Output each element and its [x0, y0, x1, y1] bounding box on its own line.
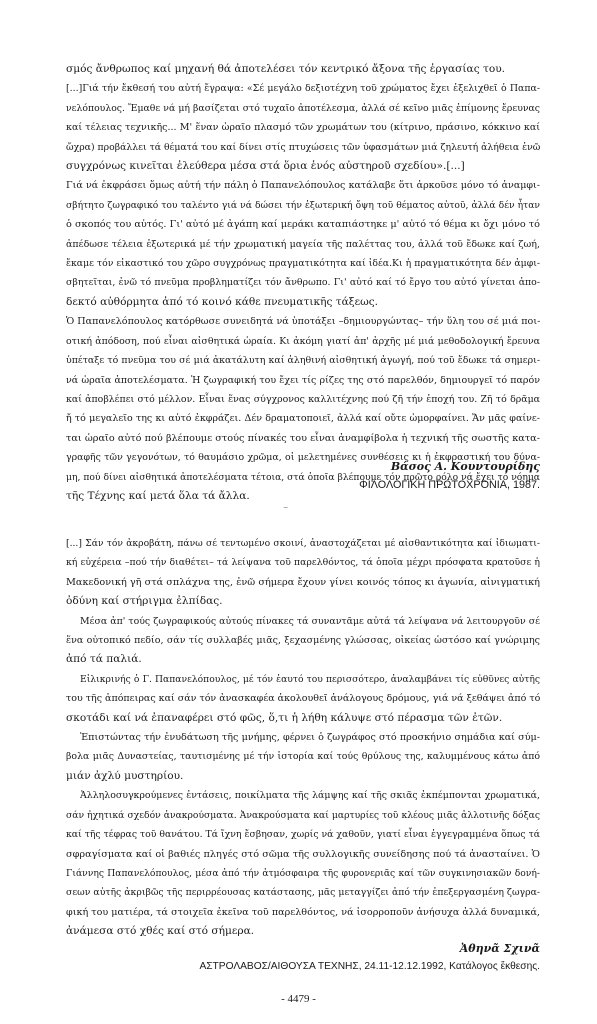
text-line: ἕνα οὐτοπικό πεδίο, σάν τίς συλλαβές μιᾶς, ξεχασμένης γλώσσας, οἰκείας ὡστόσο καί γνώριμης — [66, 635, 540, 647]
text-line: καί τῆς τέφρας τοῦ θανάτου. Τά ἴχνη ἔσβησαν, χωρίς νά χαθοῦν, γιατί εἶναι ἐγγεγραμμένα ὅπως τά — [66, 829, 540, 841]
text-line: σεων αὐτῆς ἀκριβῶς τῆς περιρρέουσας κατάστασης, μᾶς μεταγγίζει ἀπό τήν ἐπεξεργασμένη ζωγρα- — [66, 887, 540, 899]
text-line: κή εὐχέρεια –πού τήν διαθέτει– τά λείψανα τοῦ παρελθόντος, τά ὁποῖα μέχρι πρόσφατα κρατοῦσε ἡ — [66, 557, 540, 569]
article-2-source: ΑΣΤΡΟΛΑΒΟΣ/ΑΙΘΟΥΣΑ ΤΕΧΝΗΣ, 24.11-12.12.1992, Κατάλογος ἔκθεσης. — [199, 961, 540, 972]
text-line: συγχρόνως κινεῖται ἐλεύθερα μέσα στά ὅρια ἑνός αὐστηροῦ σχεδίου».[...] — [66, 160, 465, 173]
text-line: ὤχρα) προβάλλει τά θέματά του καί δίνει στίς πτυχώσεις τῶν ὑφασμάτων μιά ζηλευτή ἀλήθεια ἐνῶ — [66, 141, 540, 153]
text-line: βολα μιᾶς Δυναστείας, ταυτισμένης μέ τήν ἱστορία καί τούς θρύλους της, καλυμμένους κάτω ἀπό — [66, 751, 540, 763]
text-line: σφραγίσματα καί οἱ βαθιές πληγές στό σῶμα τῆς συλλογικῆς συνείδησης πού τά ἀνασταίνει. Ὁ — [66, 848, 540, 860]
page-number: - 4479 - — [281, 993, 316, 1005]
section-separator: ⁻ — [283, 505, 289, 516]
text-line: [...] Σάν τόν ἀκροβάτη, πάνω σέ τεντωμένο σκοινί, ἀναστοχάζεται μέ αἰσθαντικότητα καί ἰδιωματι- — [66, 538, 540, 549]
text-line: σβητεῖται, ἐνῶ τό πνεῦμα προβληματίζει τόν ἄνθρωπο. Γι' αὐτό καί τό ἔργο του αὐτό γίνεται ἀπο- — [66, 277, 540, 289]
article-1-text — [66, 60, 540, 506]
text-line: σβήτητο ζωγραφικό του ταλέντο γιά νά δώσει τήν ἐξωτερική ὄψη τοῦ θέματος αὐτοῦ, ἀλλά δέν ἦταν — [66, 199, 540, 211]
text-line: μη, πού δίνει αἰσθητικά ἀποτελέσματα τέτοια, στά ὁποῖα βλέπουμε τόν πρῶτο ρόλο νά ἔχει τό νόημα — [66, 471, 540, 483]
text-line: ὑπέταξε τό πνεῦμα του σέ μιά ἀκατάλυτη καί ἀληθινή αἰσθητική ἀγωγή, πού τοῦ ἔδωκε τά σημερι- — [66, 355, 540, 367]
article-1-author: Βάσος Α. Κουντουρίδης — [390, 460, 540, 473]
text-line: Ἐπιστώντας τήν ἐνυδάτωση τῆς μνήμης, φέρνει ὁ ζωγράφος στό προσκήνιο σημάδια καί σύμ- — [80, 732, 540, 744]
text-line: ται ὡραῖο αὐτό πού βλέπουμε στούς πίνακές του εἶναι ἀναμφίβολα ἡ τεχνική τῆς σωστῆς κατα- — [66, 432, 540, 444]
article-2-author: Ἀθηνᾶ Σχινᾶ — [459, 942, 540, 955]
text-line: ὀδύνη καί στήριγμα ἐλπίδας. — [66, 595, 223, 608]
text-line: δεκτό αὐθόρμητα ἀπό τό κοινό κάθε πνευματικῆς τάξεως. — [66, 295, 379, 308]
text-line: σμός ἄνθρωπος καί μηχανή θά ἀποτελέσει τόν κεντρικό ἄξονα τῆς ἐργασίας του. — [66, 63, 506, 75]
text-line: Γιάννης Παπανελόπουλος, μέσα ἀπό τήν ἀτμόσφαιρα τῆς φυρονεριᾶς καί τῶν συγκινησιακῶν δονή- — [66, 867, 540, 879]
text-line: Μακεδονική γῆ στά σπλάχνα της, ἐνῶ σήμερα ἔχουν γίνει κοινός τόπος κι ἀγωνία, αἰνιγματική — [66, 576, 540, 588]
article-1-source: ΦΙΛΟΛΟΓΙΚΗ ΠΡΩΤΟΧΡΟΝΙΑ, 1987. — [359, 479, 540, 491]
text-line: φική του ματιέρα, τά στοιχεῖα ἐκεῖνα τοῦ παρελθόντος, νά ἰσορροποῦν ἀνήσυχα ἀλλά δυναμικά, — [66, 906, 540, 918]
article-1-body — [66, 60, 540, 506]
text-line: ὁ σκοπός του αὐτός. Γι' αὐτό μέ ἀγάπη καί μεράκι καταπιάστηκε μ' αὐτό τό θέμα κι ὄχι μόνο τό — [66, 219, 540, 231]
text-line: ἀπό τά παλιά. — [66, 653, 142, 666]
text-line: οτική ἀπόδοση, πού εἶναι αἰσθητικά ὡραία. Κι ἀκόμη γιατί ἀπ' ἀρχῆς μέ μιά μεθοδολογική ἔρευνα — [66, 335, 540, 347]
text-line: νά ὡραῖα ἀποτελέσματα. Ἡ ζωγραφική του ἔχει τίς ρίζες της στό παρελθόν, δημιουργεῖ τό παρόν — [66, 374, 540, 386]
text-line: Μέσα ἀπ' τούς ζωγραφικούς αὐτούς πίνακες τά συναντᾶμε αὐτά τά λείψανα νά λειτουργοῦν σέ — [80, 615, 540, 627]
text-line: Εἰλικρινής ὁ Γ. Παπανελόπουλος, μέ τόν ἑαυτό του περισσότερο, ἀναλαμβάνει τίς εὐθῦνες αὐτῆς — [80, 673, 540, 685]
text-line: τῆς Τέχνης καί μετά ὅλα τά ἄλλα. — [66, 489, 250, 502]
text-line: ἔκαμε τόν εἰκαστικό του χῶρο συγχρόνως πραγματικότητα καί ἰδέα.Κι ἡ πραγματικότητα δέν ἀμφι- — [66, 258, 540, 270]
text-line: γραφῆς τῶν γεγονότων, τό θαυμάσιο χρῶμα, οἱ μελετημένες συνθέσεις κι ἡ ἐκφραστική του δύνα- — [66, 452, 540, 464]
text-line: μιάν ἀχλύ μυστηρίου. — [66, 769, 184, 782]
text-line: καί ἀποβλέπει στό μέλλον. Εἶναι ἕνας σύγχρονος καλλιτέχνης πού ζῆ τήν ἐποχή του. Ζῆ τό δρᾶμα — [66, 393, 540, 405]
text-line: νελόπουλος. Ἔμαθε νά μή βασίζεται στό τυχαῖο ἀποτέλεσμα, ἀλλά σέ κεῖνο μιᾶς ἐπίμονης ἔρευνας — [66, 102, 540, 114]
text-line: Γιά νά ἐκφράσει ὅμως αὐτή τήν πάλη ὁ Παπανελόπουλος κατάλαβε ὅτι ἀρκοῦσε μόνο τό ἀναμφι- — [66, 180, 540, 192]
article-2-body — [66, 534, 540, 942]
text-line: σάν ἠχητικά σχεδόν ἀνακρούσματα. Ἀνακρούσματα καί μαρτυρίες τοῦ κλέους μιᾶς ἀλλοτινῆς δόξας — [66, 809, 540, 821]
text-line: ἤ τό μεγαλεῖο της κι αὐτό ἐκφράζει. Δέν δραματοποιεῖ, ἀλλά καί οὔτε ὡμορφαίνει. Ἄν μᾶς φαίνε- — [66, 413, 540, 425]
text-line: ἀνάμεσα στό χθές καί στό σήμερα. — [66, 925, 255, 938]
text-line: σκοτάδι καί νά ἐπαναφέρει στό φῶς, ὅ,τι ἡ λήθη κάλυψε στό πέρασμα τῶν ἐτῶν. — [66, 711, 503, 724]
text-line: καί τέλειας τεχνικῆς... Μ' ἕναν ὡραῖο πλασμό τῶν χρωμάτων του (κίτρινο, πράσινο, κόκκινο καί — [66, 122, 540, 134]
text-line: Ἀλληλοσυγκρούμενες ἐντάσεις, ποικίλματα τῆς λάμψης καί τῆς σκιᾶς ἐκπέμπονται χρωματικά, — [80, 790, 540, 802]
text-line: [...]Γιά τήν ἔκθεσή του αὐτή ἔγραψα: «Σέ μεγάλο δεξιοτέχνη τοῦ χρώματος ἔχει ἐξελιχθεῖ ὁ Παπα- — [66, 83, 540, 95]
text-line: του τῆς ἀπόπειρας καί σάν τόν ἀνασκαφέα ἀκολουθεῖ ἀνάλογους δρόμους, γιά νά ξεθάψει ἀπό τό — [66, 693, 540, 705]
text-line: Ὁ Παπανελόπουλος κατόρθωσε συνειδητά νά ὑποτάξει –δημιουργώντας– τήν ὕλη του σέ μιά ποι- — [66, 316, 540, 328]
article-2-text — [66, 534, 540, 942]
text-line: ἀπέδωσε τέλεια ἐξωτερικά μέ τήν χρωματική μαγεία τῆς παλέττας του, ἀλλά τοῦ ἔδωκε καί ζωή, — [66, 238, 540, 250]
